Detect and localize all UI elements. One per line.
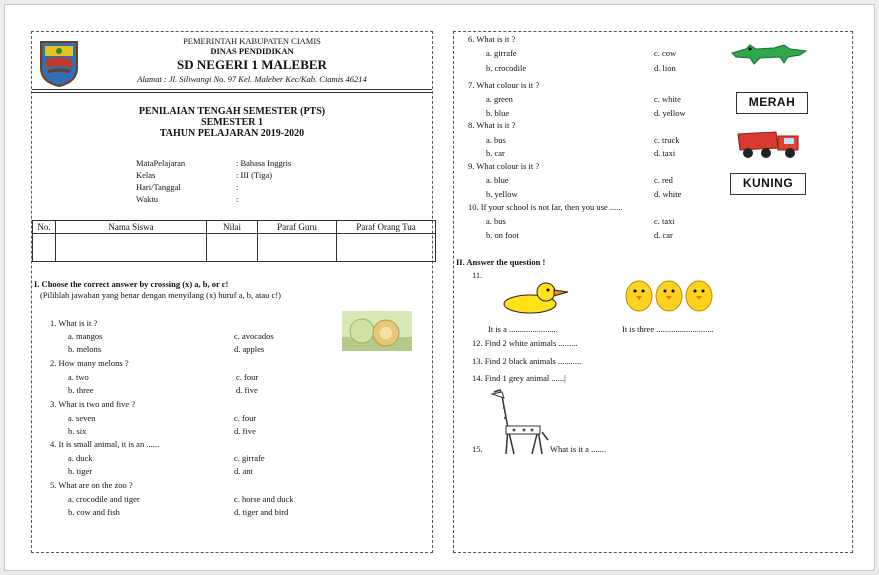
answer-line-11b[interactable]: It is three ........................... bbox=[622, 324, 714, 334]
header-gov: PEMERINTAH KABUPATEN CIAMIS bbox=[183, 36, 321, 46]
option-9a[interactable]: a. blue bbox=[486, 175, 509, 185]
header-dept: DINAS PENDIDIKAN bbox=[210, 46, 294, 56]
option-1c[interactable]: c. avocados bbox=[234, 331, 274, 341]
header-address: Alamat : Jl. Siliwangi No. 97 Kel. Maleber Kec/Kab. Ciamis 46214 bbox=[137, 74, 367, 84]
option-8b[interactable]: b. car bbox=[486, 148, 505, 158]
option-4d[interactable]: d. ant bbox=[234, 466, 253, 476]
question-14[interactable]: 14. Find 1 grey animal ......| bbox=[472, 373, 566, 383]
info-value-subject: : Bahasa Inggris bbox=[236, 158, 292, 168]
info-value-date: : bbox=[236, 182, 239, 192]
header-divider bbox=[32, 89, 432, 90]
section1-subtitle: (Pilihlah jawaban yang benar dengan menyilang (x) huruf a, b, atau c!) bbox=[40, 290, 281, 300]
question-2: 2. How many melons ? bbox=[50, 358, 129, 368]
option-3b[interactable]: b. six bbox=[68, 426, 87, 436]
table-header-name: Nama Siswa bbox=[56, 221, 207, 234]
option-6b[interactable]: b. crocodile bbox=[486, 63, 527, 73]
question-5: 5. What are on the zoo ? bbox=[50, 480, 133, 490]
option-4c[interactable]: c. girrafe bbox=[234, 453, 265, 463]
info-value-class: : III (Tiga) bbox=[236, 170, 273, 180]
info-value-time: : bbox=[236, 194, 239, 204]
option-9d[interactable]: d. white bbox=[654, 189, 682, 199]
option-1a[interactable]: a. mangos bbox=[68, 331, 103, 341]
question-4: 4. It is small animal, it is an ...... bbox=[50, 439, 160, 449]
option-2c[interactable]: c. four bbox=[236, 372, 259, 382]
question-10: 10. If your school is not far, then you use ...... bbox=[468, 202, 623, 212]
section1-title: I. Choose the correct answer by crossing (x) a, b, or c! bbox=[34, 279, 229, 289]
exam-title: PENILAIAN TENGAH SEMESTER (PTS) bbox=[138, 106, 326, 117]
question-8: 8. What is it ? bbox=[468, 120, 516, 130]
table-cell[interactable] bbox=[337, 234, 436, 262]
truck-image-icon bbox=[736, 126, 802, 160]
option-10d[interactable]: d. car bbox=[654, 230, 673, 240]
page-left bbox=[31, 31, 433, 553]
option-2d[interactable]: d. five bbox=[236, 385, 258, 395]
option-2b[interactable]: b. three bbox=[68, 385, 94, 395]
option-7a[interactable]: a. green bbox=[486, 94, 513, 104]
table-header-teacher-sign: Paraf Guru bbox=[258, 221, 337, 234]
table-header-no: No. bbox=[33, 221, 56, 234]
option-5a[interactable]: a. crocodile and tiger bbox=[68, 494, 140, 504]
page-right bbox=[453, 31, 853, 553]
table-cell[interactable] bbox=[258, 234, 337, 262]
option-10b[interactable]: b. on foot bbox=[486, 230, 519, 240]
option-7b[interactable]: b. blue bbox=[486, 108, 510, 118]
info-label-subject: MataPelajaran bbox=[136, 158, 186, 168]
option-8c[interactable]: c. truck bbox=[654, 135, 680, 145]
question-9: 9. What colour is it ? bbox=[468, 161, 540, 171]
header-school: SD NEGERI 1 MALEBER bbox=[177, 57, 327, 72]
option-7c[interactable]: c. white bbox=[654, 94, 681, 104]
question-11: 11. bbox=[472, 270, 483, 280]
option-5d[interactable]: d. tiger and bird bbox=[234, 507, 289, 517]
question-12[interactable]: 12. Find 2 white animals ......... bbox=[472, 338, 578, 348]
option-4b[interactable]: b. tiger bbox=[68, 466, 93, 476]
option-7d[interactable]: d. yellow bbox=[654, 108, 686, 118]
question-7: 7. What colour is it ? bbox=[468, 80, 540, 90]
color-label-merah: MERAH bbox=[736, 92, 808, 114]
option-8d[interactable]: d. taxi bbox=[654, 148, 676, 158]
option-3a[interactable]: a. seven bbox=[68, 413, 96, 423]
document-sheet bbox=[4, 4, 875, 571]
crocodile-image-icon bbox=[730, 41, 808, 67]
info-label-class: Kelas bbox=[136, 170, 156, 180]
option-9c[interactable]: c. red bbox=[654, 175, 673, 185]
option-1b[interactable]: b. melons bbox=[68, 344, 102, 354]
option-6d[interactable]: d. lion bbox=[654, 63, 676, 73]
info-label-date: Hari/Tanggal bbox=[136, 182, 181, 192]
option-10a[interactable]: a. bus bbox=[486, 216, 506, 226]
option-4a[interactable]: a. duck bbox=[68, 453, 93, 463]
student-table bbox=[32, 220, 436, 262]
table-header-parent-sign: Paraf Orang Tua bbox=[337, 221, 436, 234]
option-9b[interactable]: b. yellow bbox=[486, 189, 518, 199]
option-1d[interactable]: d. apples bbox=[234, 344, 265, 354]
option-3c[interactable]: c. four bbox=[234, 413, 257, 423]
question-13[interactable]: 13. Find 2 black animals ........... bbox=[472, 356, 582, 366]
table-cell[interactable] bbox=[207, 234, 258, 262]
exam-semester: SEMESTER 1 bbox=[201, 117, 263, 128]
option-8a[interactable]: a. bus bbox=[486, 135, 506, 145]
option-5c[interactable]: c. horse and duck bbox=[234, 494, 294, 504]
option-5b[interactable]: b. cow and fish bbox=[68, 507, 120, 517]
question-1: 1. What is it ? bbox=[50, 318, 98, 328]
question-15-text[interactable]: What is it a ....... bbox=[550, 444, 606, 454]
duck-image-icon bbox=[502, 280, 574, 314]
option-10c[interactable]: c. taxi bbox=[654, 216, 675, 226]
option-6c[interactable]: c. cow bbox=[654, 48, 677, 58]
table-cell[interactable] bbox=[56, 234, 207, 262]
three-chicks-image-icon bbox=[624, 268, 714, 314]
option-2a[interactable]: a. two bbox=[68, 372, 89, 382]
answer-line-11a[interactable]: It is a ....................... bbox=[488, 324, 558, 334]
question-3: 3. What is two and five ? bbox=[50, 399, 136, 409]
option-3d[interactable]: d. five bbox=[234, 426, 256, 436]
question-15: 15. bbox=[472, 444, 483, 454]
melons-image-icon bbox=[342, 311, 412, 351]
color-label-kuning: KUNING bbox=[730, 173, 806, 195]
section2-title: II. Answer the question ! bbox=[456, 257, 546, 267]
info-label-time: Waktu bbox=[136, 194, 158, 204]
table-header-score: Nilai bbox=[207, 221, 258, 234]
question-6: 6. What is it ? bbox=[468, 34, 516, 44]
header-divider-2 bbox=[32, 92, 432, 93]
option-6a[interactable]: a. girrafe bbox=[486, 48, 517, 58]
exam-year: TAHUN PELAJARAN 2019-2020 bbox=[159, 128, 305, 139]
table-cell[interactable] bbox=[33, 234, 56, 262]
giraffe-image-icon bbox=[484, 388, 554, 456]
